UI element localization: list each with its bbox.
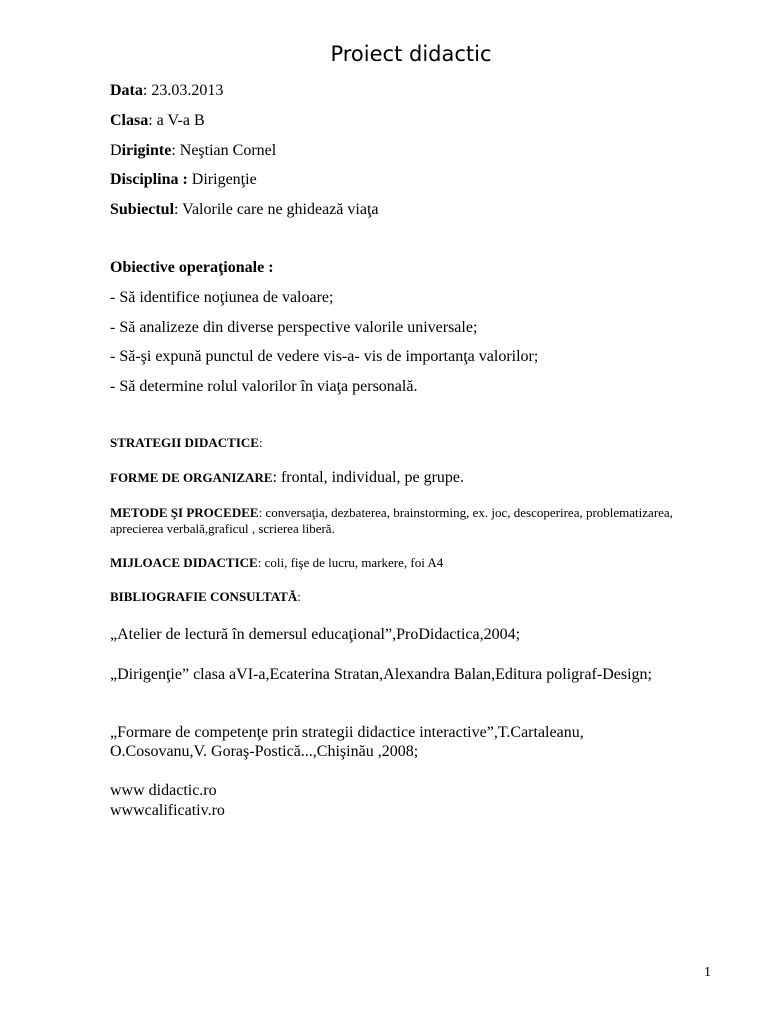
field-prefix: D bbox=[110, 142, 122, 159]
bibliography-entry: „Atelier de lectură în demersul educaţional”,ProDidactica,2004; bbox=[110, 626, 521, 643]
field-clasa bbox=[110, 112, 205, 130]
field-subiectul bbox=[110, 201, 379, 219]
means-label: MIJLOACE DIDACTICE bbox=[110, 555, 258, 570]
field-label: iriginte bbox=[121, 142, 172, 159]
field-value: : a V-a B bbox=[148, 112, 205, 129]
field-label: Data bbox=[110, 82, 143, 99]
methods-label: METODE ŞI PROCEDEE bbox=[110, 505, 259, 520]
field-value: : Valorile care ne ghidează viaţa bbox=[174, 201, 379, 218]
objectives-heading: Obiective operaţionale : bbox=[110, 259, 274, 276]
methods-value: : conversaţia, dezbaterea, brainstorming, ex. joc, descoperirea, problematizarea, aprecierea verbală,graficul , scrierea liberă. bbox=[110, 505, 673, 536]
field-label: Disciplina : bbox=[110, 171, 188, 188]
field-diriginte bbox=[110, 142, 276, 160]
means-value: : coli, fişe de lucru, markere, foi A4 bbox=[257, 555, 444, 570]
bibliography-entry: „Dirigenţie” clasa aVI-a,Ecaterina Stratan,Alexandra Balan,Editura poligraf-Design; bbox=[110, 666, 652, 683]
website-link[interactable]: www didactic.ro bbox=[110, 782, 217, 799]
field-disciplina bbox=[110, 171, 257, 189]
objective-item: - Să determine rolul valorilor în viaţa personală. bbox=[110, 378, 418, 395]
document-title: Proiect didactic bbox=[330, 42, 492, 66]
forms-label: FORME DE ORGANIZARE bbox=[110, 470, 273, 485]
methods-and-procedures bbox=[110, 505, 690, 537]
objective-item: - Să analizeze din diverse perspective valorile universale; bbox=[110, 319, 478, 336]
bibliography-entry: „Formare de competenţe prin strategii didactice interactive”,T.Cartaleanu, O.Cosovanu,V. Goraş-Postică...,Chişinău ,2008; bbox=[110, 724, 584, 760]
website-link[interactable]: wwwcalificativ.ro bbox=[110, 802, 225, 819]
field-value: : 23.03.2013 bbox=[142, 82, 224, 99]
objective-item: - Să-şi expună punctul de vedere vis-a- vis de importanţa valorilor; bbox=[110, 348, 539, 365]
forms-of-organization bbox=[110, 469, 464, 487]
field-label: Subiectul bbox=[110, 201, 175, 218]
teaching-means bbox=[110, 555, 443, 571]
field-value: Dirigenţie bbox=[187, 171, 257, 188]
page-number: 1 bbox=[704, 965, 711, 980]
forms-value: : frontal, individual, pe grupe. bbox=[272, 469, 465, 486]
strategies-heading: STRATEGII DIDACTICE: bbox=[110, 435, 263, 450]
field-label: Clasa bbox=[110, 112, 149, 129]
bibliography-heading: BIBLIOGRAFIE CONSULTATĂ: bbox=[110, 589, 301, 604]
objective-item: - Să identifice noţiunea de valoare; bbox=[110, 289, 334, 306]
field-value: : Neştian Cornel bbox=[171, 142, 277, 159]
field-data bbox=[110, 82, 223, 100]
